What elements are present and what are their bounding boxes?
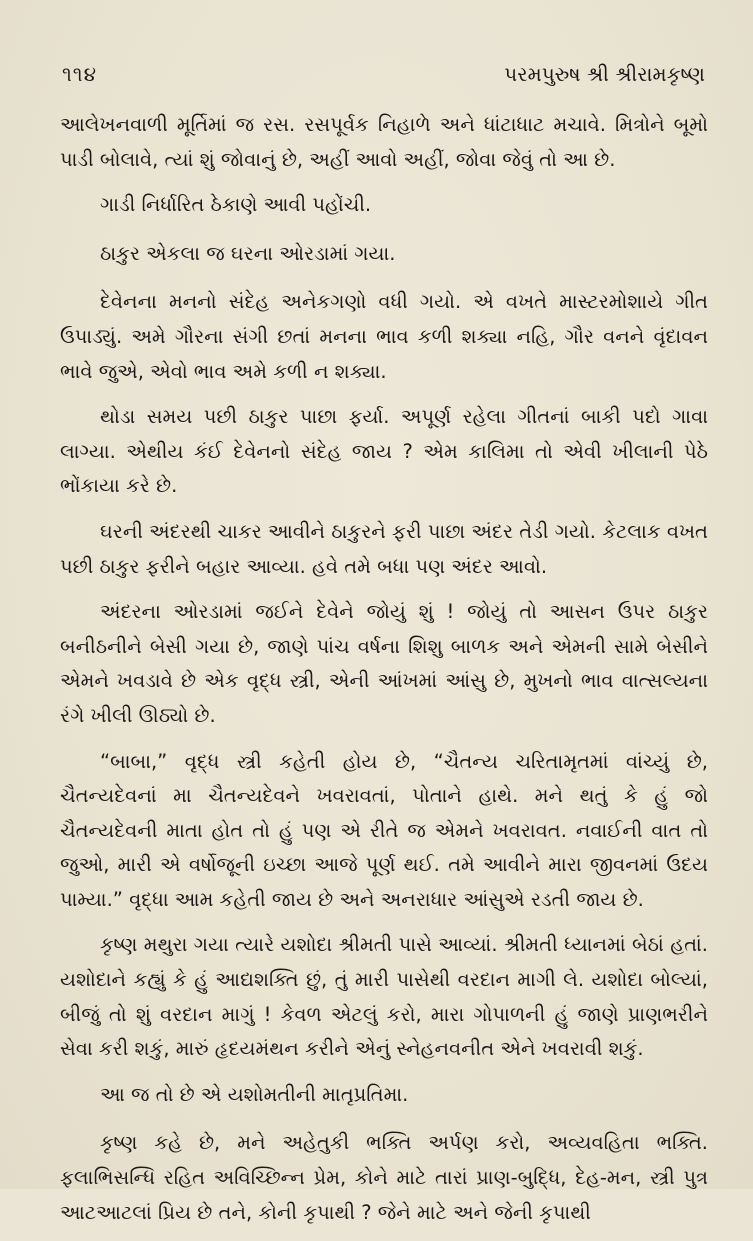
body-text — [60, 108, 708, 1241]
paragraph: ઘરની અંદરથી ચાકર આવીને ઠાકુરને ફરી પાછા અંદર તેડી ગયો. કેટલાક વખત પછી ઠાકુર ફરીને બહાર આવ્યા. હવે તમે બધા પણ અંદર આવો. — [60, 519, 708, 578]
paragraph: ઠાકુર એકલા જ ઘરના ઓરડામાં ગયા. — [100, 241, 396, 265]
paragraph: કૃષ્ણ કહે છે, મને અહેતુકી ભક્તિ અર્પણ કરો, અવ્યવહિતા ભક્તિ. ફલાભિસન્ધિ રહિત અવિચ્છિન્ન પ્રેમ, કોને માટે તારાં પ્રાણ-બુદ્ધિ, દેહ-મન, સ્ત્રી પુત્ર આટઆટલાં પ્રિય છે તને, કોની કૃપાથી ? જેને માટે અને જેની કૃપાથી — [60, 1131, 708, 1224]
paragraph: ગાડી નિર્ધારિત ઠેકાણે આવી પહોંચી. — [100, 193, 372, 217]
page-header — [62, 62, 705, 92]
paragraph: દેવેનના મનનો સંદેહ અનેકગણો વધી ગયો. એ વખતે માસ્ટરમોશાયે ગીત ઉપાડ્યું. અમે ગૌરના સંગી છતાં મનના ભાવ કળી શક્યા નહિ, ગૌર વનને વૃંદાવન ભાવે જુએ, એવો ભાવ અમે કળી ન શક્યા. — [60, 290, 708, 383]
paragraph: અંદરના ઓરડામાં જઈને દેવેને જોયું શું ! જોયું તો આસન ઉપર ઠાકુર બનીઠનીને બેસી ગયા છે, જાણે પાંચ વર્ષના શિશુ બાળક અને એમની સામે બેસીને એમને ખવડાવે છે એક વૃદ્ધ સ્ત્રી, એની આંખમાં આંસુ છે, મુખનો ભાવ વાત્સલ્યના રંગે ખીલી ઊઠ્યો છે. — [60, 600, 708, 727]
paragraph: આ જ તો છે એ યશોમતીની માતૃપ્રતિમા. — [100, 1082, 409, 1106]
paragraph: “બાબા,” વૃદ્ધ સ્ત્રી કહેતી હોય છે, “ચૈતન્ય ચરિતામૃતમાં વાંચ્યું છે, ચૈતન્યદેવનાં મા ચૈતન્યદેવને ખવરાવતાં, પોતાને હાથે. મને થતું કે હું જો ચૈતન્યદેવની માતા હોત તો હું પણ એ રીતે જ એમને ખવરાવત. નવાઈની વાત તો જુઓ, મારી એ વર્ષોજૂની ઇચ્છા આજે પૂર્ણ થઈ. તમે આવીને મારા જીવનમાં ઉદય પામ્યા.” વૃદ્ધા આમ કહેતી જાય છે અને અનરાધાર આંસુએ રડતી જાય છે. — [60, 749, 708, 911]
paragraph: કૃષ્ણ મથુરા ગયા ત્યારે યશોદા શ્રીમતી પાસે આવ્યાં. શ્રીમતી ધ્યાનમાં બેઠાં હતાં. યશોદાને કહ્યું કે હું આદ્યશક્તિ છું, તું મારી પાસેથી વરદાન માગી લે. યશોદા બોલ્યાં, બીજું તો શું વરદાન માગું ! કેવળ એટલું કરો, મારા ગોપાળની હું જાણે પ્રાણભરીને સેવા કરી શકું, મારું હૃદયમંથન કરીને એનું સ્નેહનવનીત એને ખવરાવી શકું. — [60, 933, 708, 1061]
paragraph: થોડા સમય પછી ઠાકુર પાછા ફર્યા. અપૂર્ણ રહેલા ગીતનાં બાકી પદો ગાવા લાગ્યા. એથીય કંઈ દેવેનનો સંદેહ જાય ? એમ કાલિમા તો એવી ખીલાની પેઠે ભોંકાયા કરે છે. — [60, 405, 708, 498]
running-title: પરમપુરુષ શ્રી શ્રીરામકૃષ્ણ — [504, 62, 705, 86]
paragraph: આલેખનવાળી મૂર્તિમાં જ રસ. રસપૂર્વક નિહાળે અને ધાંટાધાટ મચાવે. મિત્રોને બૂમો પાડી બોલાવે, ત્યાં શું જોવાનું છે, અહીં આવો અહીં, જોવા જેવું તો આ છે. — [60, 113, 708, 171]
page-number: ૧૧૪ — [62, 62, 97, 86]
